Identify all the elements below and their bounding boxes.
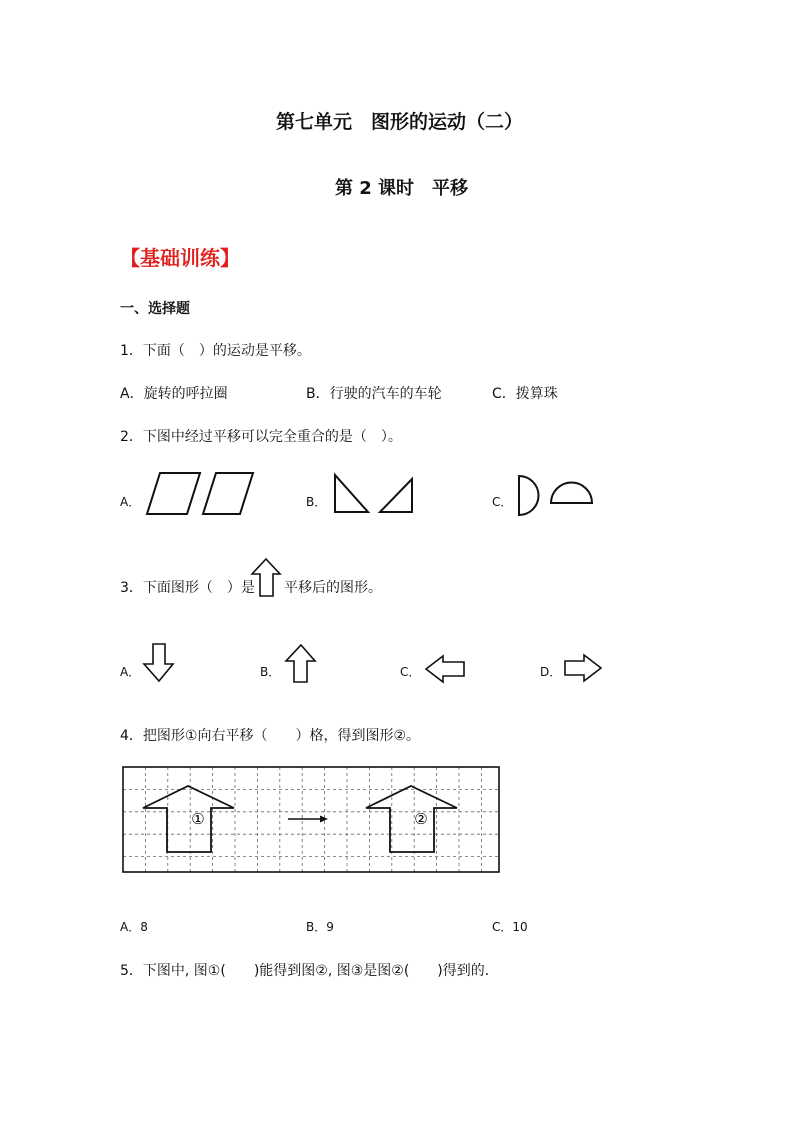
q1-option-a[interactable]: A．旋转的呼拉圈	[120, 386, 228, 402]
part-heading: 一、选择题	[120, 301, 190, 317]
figure-label-2: ②	[414, 810, 428, 828]
question-2: 2．下图中经过平移可以完全重合的是（ ）。	[120, 429, 402, 445]
figure-label-1: ①	[191, 810, 205, 828]
question-3-before: 3．下面图形（ ）是	[120, 580, 255, 596]
arrowhead-icon	[320, 816, 328, 823]
q3-option-d[interactable]: D．	[540, 665, 562, 679]
q4-option-b[interactable]: B．9	[306, 920, 334, 934]
q4-option-a[interactable]: A．8	[120, 920, 148, 934]
q2-option-b[interactable]: B．	[306, 495, 327, 509]
section-tag: 【基础训练】	[120, 246, 240, 270]
page-title: 第七单元 图形的运动（二）	[276, 111, 524, 133]
q4-option-c[interactable]: C．10	[492, 920, 528, 934]
house-arrow-shape-2	[366, 786, 457, 852]
question-5: 5．下图中, 图①( )能得到图②, 图③是图②( )得到的．	[120, 963, 499, 979]
question-1: 1．下面（ ）的运动是平移。	[120, 343, 311, 359]
q2-option-c[interactable]: C．	[492, 495, 513, 509]
question-3-after: 平移后的图形。	[284, 580, 382, 596]
lesson-subtitle: 第 2 课时 平移	[335, 178, 469, 199]
q1-option-b[interactable]: B．行驶的汽车的车轮	[306, 386, 442, 402]
q3-option-b[interactable]: B．	[260, 665, 281, 679]
house-arrow-shape-1	[143, 786, 234, 852]
question-4: 4．把图形①向右平移（ ）格，得到图形②。	[120, 728, 421, 744]
q2-option-a[interactable]: A．	[120, 495, 141, 509]
q3-option-a[interactable]: A．	[120, 665, 141, 679]
q1-option-c[interactable]: C．拨算珠	[492, 386, 558, 402]
q3-option-c[interactable]: C．	[400, 665, 421, 679]
